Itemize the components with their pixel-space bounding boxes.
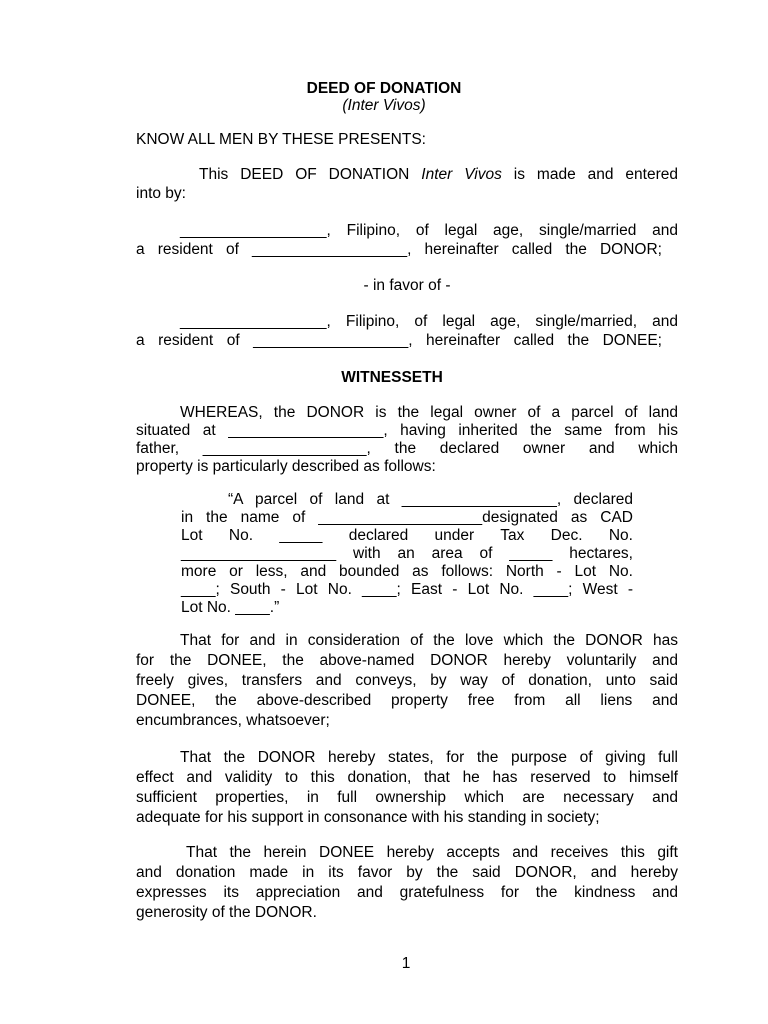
acceptance-line: and donation made in its favor by the said DONOR, and hereby xyxy=(136,864,678,881)
witnesseth-heading: WITNESSETH xyxy=(341,369,443,386)
donor-line-1: _________________, Filipino, of legal age, single/married and xyxy=(180,222,678,239)
document-subtitle: (Inter Vivos) xyxy=(342,97,426,114)
consideration-line: encumbrances, whatsoever; xyxy=(136,712,330,729)
quote-line: ____; South - Lot No. ____; East - Lot No. ____; West - xyxy=(181,581,633,598)
whereas-line: father, ___________________, the declared owner and which xyxy=(136,440,678,457)
acceptance-line: expresses its appreciation and gratefulness for the kindness and xyxy=(136,884,678,901)
quote-line: in the name of ___________________designated as CAD xyxy=(181,509,633,526)
consideration-line: That for and in consideration of the love which the DONOR has xyxy=(180,632,678,649)
consideration-line: for the DONEE, the above-named DONOR hereby voluntarily and xyxy=(136,652,678,669)
document-title: DEED OF DONATION xyxy=(306,80,462,97)
intro-italic: Inter Vivos xyxy=(421,166,502,183)
reserved-line: effect and validity to this donation, that he has reserved to himself xyxy=(136,769,678,786)
whereas-line: property is particularly described as follows: xyxy=(136,458,436,475)
quote-line: more or less, and bounded as follows: North - Lot No. xyxy=(181,563,633,580)
intro-line-1 xyxy=(136,165,678,184)
donee-line-1: _________________, Filipino, of legal age, single/married, and xyxy=(180,313,678,330)
in-favor-of: - in favor of - xyxy=(363,277,451,294)
consideration-line: freely gives, transfers and conveys, by way of donation, unto said xyxy=(136,672,678,689)
reserved-line: adequate for his support in consonance with his standing in society; xyxy=(136,809,600,826)
intro-line-2: into by: xyxy=(136,185,186,202)
whereas-line: situated at __________________, having inherited the same from his xyxy=(136,422,678,439)
quote-line: Lot No. _____ declared under Tax Dec. No. xyxy=(181,527,633,544)
quote-line: “A parcel of land at __________________, declared xyxy=(228,491,633,508)
reserved-line: That the DONOR hereby states, for the purpose of giving full xyxy=(180,749,678,766)
quote-line: __________________ with an area of _____ hectares, xyxy=(181,545,633,562)
consideration-line: DONEE, the above-described property free from all liens and xyxy=(136,692,678,709)
acceptance-line: That the herein DONEE hereby accepts and receives this gift xyxy=(186,844,678,861)
intro-post: is made and entered xyxy=(501,166,678,183)
acceptance-line: generosity of the DONOR. xyxy=(136,904,317,921)
intro-pre: This DEED OF DONATION xyxy=(199,166,422,183)
donee-line-2: a resident of __________________, hereinafter called the DONEE; xyxy=(136,332,662,349)
page-number: 1 xyxy=(401,955,411,972)
whereas-line: WHEREAS, the DONOR is the legal owner of a parcel of land xyxy=(180,404,678,421)
reserved-line: sufficient properties, in full ownership which are necessary and xyxy=(136,789,678,806)
quote-line: Lot No. ____.” xyxy=(181,599,280,616)
salutation: KNOW ALL MEN BY THESE PRESENTS: xyxy=(136,131,426,148)
donor-line-2: a resident of __________________, hereinafter called the DONOR; xyxy=(136,241,662,258)
